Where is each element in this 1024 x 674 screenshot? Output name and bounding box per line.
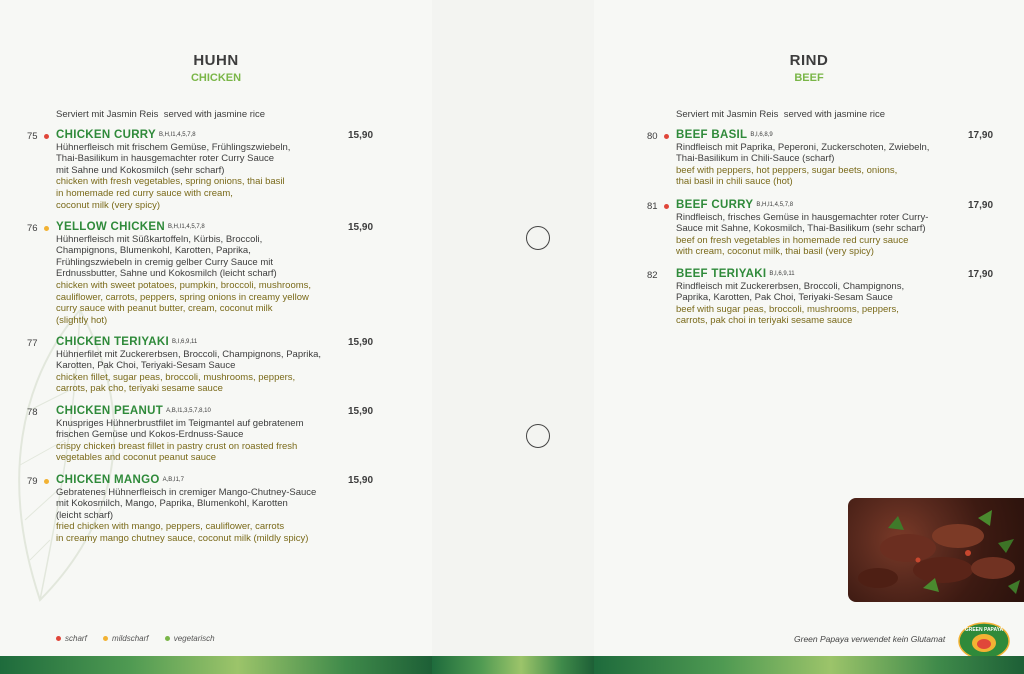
- dish-number: 82: [647, 270, 658, 281]
- description-en-line: carrots, pak cho, teriyaki sesame sauce: [56, 383, 223, 395]
- dish-number: 78: [27, 407, 38, 418]
- hot-dot-icon: [664, 134, 669, 139]
- dish-price: 15,90: [348, 337, 374, 348]
- section-title-de: RIND: [789, 52, 829, 69]
- dish-number: 76: [27, 223, 38, 234]
- section-title-en: BEEF: [794, 72, 824, 84]
- dish-name: BEEF CURRY: [676, 199, 754, 211]
- dish-header: [56, 222, 311, 234]
- green-papaya-logo-icon: [958, 622, 1010, 660]
- description-de-line: Rindfleisch mit Zuckererbsen, Broccoli, Champignons,: [676, 280, 905, 292]
- allergen-codes: B,H,I1,4,5,7,8: [756, 202, 794, 208]
- right-menu-page: [594, 0, 1024, 674]
- footer-band: [432, 656, 594, 674]
- middle-panel: [432, 0, 594, 674]
- legend-veg-label: vegetarisch: [173, 634, 215, 643]
- hot-dot-icon: [44, 134, 49, 139]
- description-de-line: Gebratenes Hühnerfleisch in cremiger Mango-Chutney-Sauce: [56, 486, 317, 498]
- legend: [56, 634, 229, 643]
- allergen-codes: A,B,I1,3,5,7,8,10: [166, 408, 211, 414]
- intro-line: [676, 109, 885, 120]
- dish-body: [676, 200, 928, 258]
- allergen-codes: B,I,6,9,11: [172, 339, 198, 345]
- description-en-line: beef with sugar peas, broccoli, mushrooms, peppers,: [676, 303, 899, 315]
- description-en-line: beef with peppers, hot peppers, sugar beets, onions,: [676, 164, 898, 176]
- mild-dot-icon: [44, 479, 49, 484]
- description-de-line: Knuspriges Hühnerbrustfilet im Teigmantel auf gebratenem: [56, 417, 304, 429]
- legend-hot: [56, 634, 87, 643]
- dish-body: [676, 130, 929, 188]
- binding-ring-icon: [526, 226, 550, 250]
- description-de-line: mit Kokosmilch, Mango, Paprika, Blumenkohl, Karotten: [56, 498, 288, 510]
- mild-dot-icon: [44, 226, 49, 231]
- section-header-chicken: [0, 52, 432, 84]
- intro-de: Serviert mit Jasmin Reis: [676, 109, 779, 120]
- dish-name: CHICKEN TERIYAKI: [56, 336, 169, 348]
- description-de-line: Hühnerfleisch mit Süßkartoffeln, Kürbis, Broccoli,: [56, 233, 263, 245]
- dish-name: CHICKEN CURRY: [56, 129, 156, 141]
- dish-body: [676, 269, 904, 327]
- description-en-line: (slightly hot): [56, 314, 108, 326]
- section-title-en: CHICKEN: [190, 72, 242, 84]
- dish-header: [56, 406, 304, 418]
- section-title-de: HUHN: [193, 52, 239, 69]
- description-en-line: beef on fresh vegetables in homemade red curry sauce: [676, 234, 909, 246]
- description-de-line: mit Sahne und Kokosmilch (sehr scharf): [56, 164, 225, 176]
- hot-dot-icon: [56, 636, 61, 641]
- dish-price: 15,90: [348, 406, 374, 417]
- intro-en: served with jasmine rice: [163, 109, 266, 120]
- description-de-line: Hühnerfilet mit Zuckererbsen, Broccoli, Champignons, Paprika,: [56, 348, 322, 360]
- dish-header: [56, 475, 316, 487]
- dish-number: 81: [647, 201, 658, 212]
- dish-price: 15,90: [348, 222, 374, 233]
- intro-line: [56, 109, 265, 120]
- dish-name: CHICKEN MANGO: [56, 474, 160, 486]
- dish-price: 17,90: [968, 269, 994, 280]
- footer-band: [0, 656, 432, 674]
- dish-number: 75: [27, 131, 38, 142]
- description-en-line: with cream, coconut milk, thai basil (very spicy): [676, 246, 874, 258]
- description-en-line: vegetables and coconut peanut sauce: [56, 452, 217, 464]
- dish-number: 79: [27, 476, 38, 487]
- description-de-line: Sauce mit Sahne, Kokosmilch, Thai-Basilikum (sehr scharf): [676, 223, 926, 235]
- food-image-icon: [848, 498, 1024, 602]
- legend-hot-label: scharf: [65, 634, 87, 643]
- dish-price: 15,90: [348, 475, 374, 486]
- binding-ring-icon: [526, 424, 550, 448]
- footer-band: [594, 656, 1024, 674]
- description-de-line: Paprika, Karotten, Pak Choi, Teriyaki-Sesam Sauce: [676, 292, 893, 304]
- dish-number: 77: [27, 338, 38, 349]
- description-de-line: Champignons, Blumenkohl, Karotten, Paprika,: [56, 245, 251, 257]
- dish-body: [56, 475, 316, 545]
- description-en-line: in homemade red curry sauce with cream,: [56, 187, 233, 199]
- description-de-line: Erdnussbutter, Sahne und Kokosmilch (leicht scharf): [56, 268, 277, 280]
- mild-dot-icon: [103, 636, 108, 641]
- dish-header: [56, 130, 290, 142]
- dish-header: [676, 200, 928, 212]
- dish-name: YELLOW CHICKEN: [56, 221, 165, 233]
- allergen-codes: B,I,6,8,9: [750, 132, 773, 138]
- description-de-line: Rindfleisch mit Paprika, Peperoni, Zuckerschoten, Zwiebeln,: [676, 141, 930, 153]
- dish-header: [56, 337, 321, 349]
- description-en-line: chicken with sweet potatoes, pumpkin, broccoli, mushrooms,: [56, 279, 312, 291]
- dish-price: 15,90: [348, 130, 374, 141]
- description-de-line: (leicht scharf): [56, 509, 114, 521]
- dish-header: [676, 130, 929, 142]
- description-de-line: Frühlingszwiebeln in cremig gelber Curry Sauce mit: [56, 256, 274, 268]
- glutamat-note: Green Papaya verwendet kein Glutamat: [794, 634, 946, 644]
- legend-mild-label: mildscharf: [112, 634, 149, 643]
- description-de-line: Thai-Basilikum in hausgemachter roter Curry Sauce: [56, 153, 275, 165]
- dish-body: [56, 337, 321, 395]
- description-de-line: Rindfleisch, frisches Gemüse in hausgemachter roter Curry-: [676, 211, 929, 223]
- description-en-line: coconut milk (very spicy): [56, 199, 160, 211]
- description-en-line: chicken fillet, sugar peas, broccoli, mushrooms, peppers,: [56, 371, 296, 383]
- description-en-line: in creamy mango chutney sauce, coconut milk (mildly spicy): [56, 532, 309, 544]
- allergen-codes: A,B,I1,7: [162, 477, 184, 483]
- dish-body: [56, 130, 290, 211]
- legend-mild: [103, 634, 148, 643]
- description-en-line: thai basil in chili sauce (hot): [676, 176, 793, 188]
- left-menu-page: [0, 0, 432, 674]
- description-en-line: cauliflower, carrots, peppers, spring onions in creamy yellow: [56, 291, 309, 303]
- dish-price: 17,90: [968, 200, 994, 211]
- description-de-line: frischen Gemüse und Kokos-Erdnuss-Sauce: [56, 429, 244, 441]
- description-en-line: fried chicken with mango, peppers, cauliflower, carrots: [56, 521, 285, 533]
- legend-veg: [165, 634, 215, 643]
- description-en-line: crispy chicken breast fillet in pastry crust on roasted fresh: [56, 440, 298, 452]
- dish-name: BEEF TERIYAKI: [676, 268, 767, 280]
- description-de-line: Hühnerfleisch mit frischem Gemüse, Frühlingszwiebeln,: [56, 141, 291, 153]
- veg-dot-icon: [165, 636, 170, 641]
- beef-dish-photo: [848, 498, 1024, 602]
- section-header-beef: [594, 52, 1024, 84]
- hot-dot-icon: [664, 204, 669, 209]
- description-en-line: chicken with fresh vegetables, spring onions, thai basil: [56, 176, 285, 188]
- dish-name: CHICKEN PEANUT: [56, 405, 164, 417]
- intro-de: Serviert mit Jasmin Reis: [56, 109, 159, 120]
- description-en-line: carrots, pak choi in teriyaki sesame sauce: [676, 315, 853, 327]
- dish-name: BEEF BASIL: [676, 129, 748, 141]
- dish-header: [676, 269, 904, 281]
- dish-body: [56, 406, 304, 464]
- description-de-line: Karotten, Pak Choi, Teriyaki-Sesam Sauce: [56, 360, 236, 372]
- allergen-codes: B,H,I1,4,5,7,8: [158, 132, 196, 138]
- dish-body: [56, 222, 311, 326]
- allergen-codes: B,H,I1,4,5,7,8: [167, 224, 205, 230]
- dish-number: 80: [647, 131, 658, 142]
- description-de-line: Thai-Basilikum in Chili-Sauce (scharf): [676, 153, 835, 165]
- allergen-codes: B,I,6,9,11: [769, 271, 795, 277]
- logo-text: GREEN PAPAYA: [964, 627, 1004, 633]
- description-en-line: curry sauce with peanut butter, cream, coconut milk: [56, 303, 273, 315]
- dish-price: 17,90: [968, 130, 994, 141]
- intro-en: served with jasmine rice: [783, 109, 886, 120]
